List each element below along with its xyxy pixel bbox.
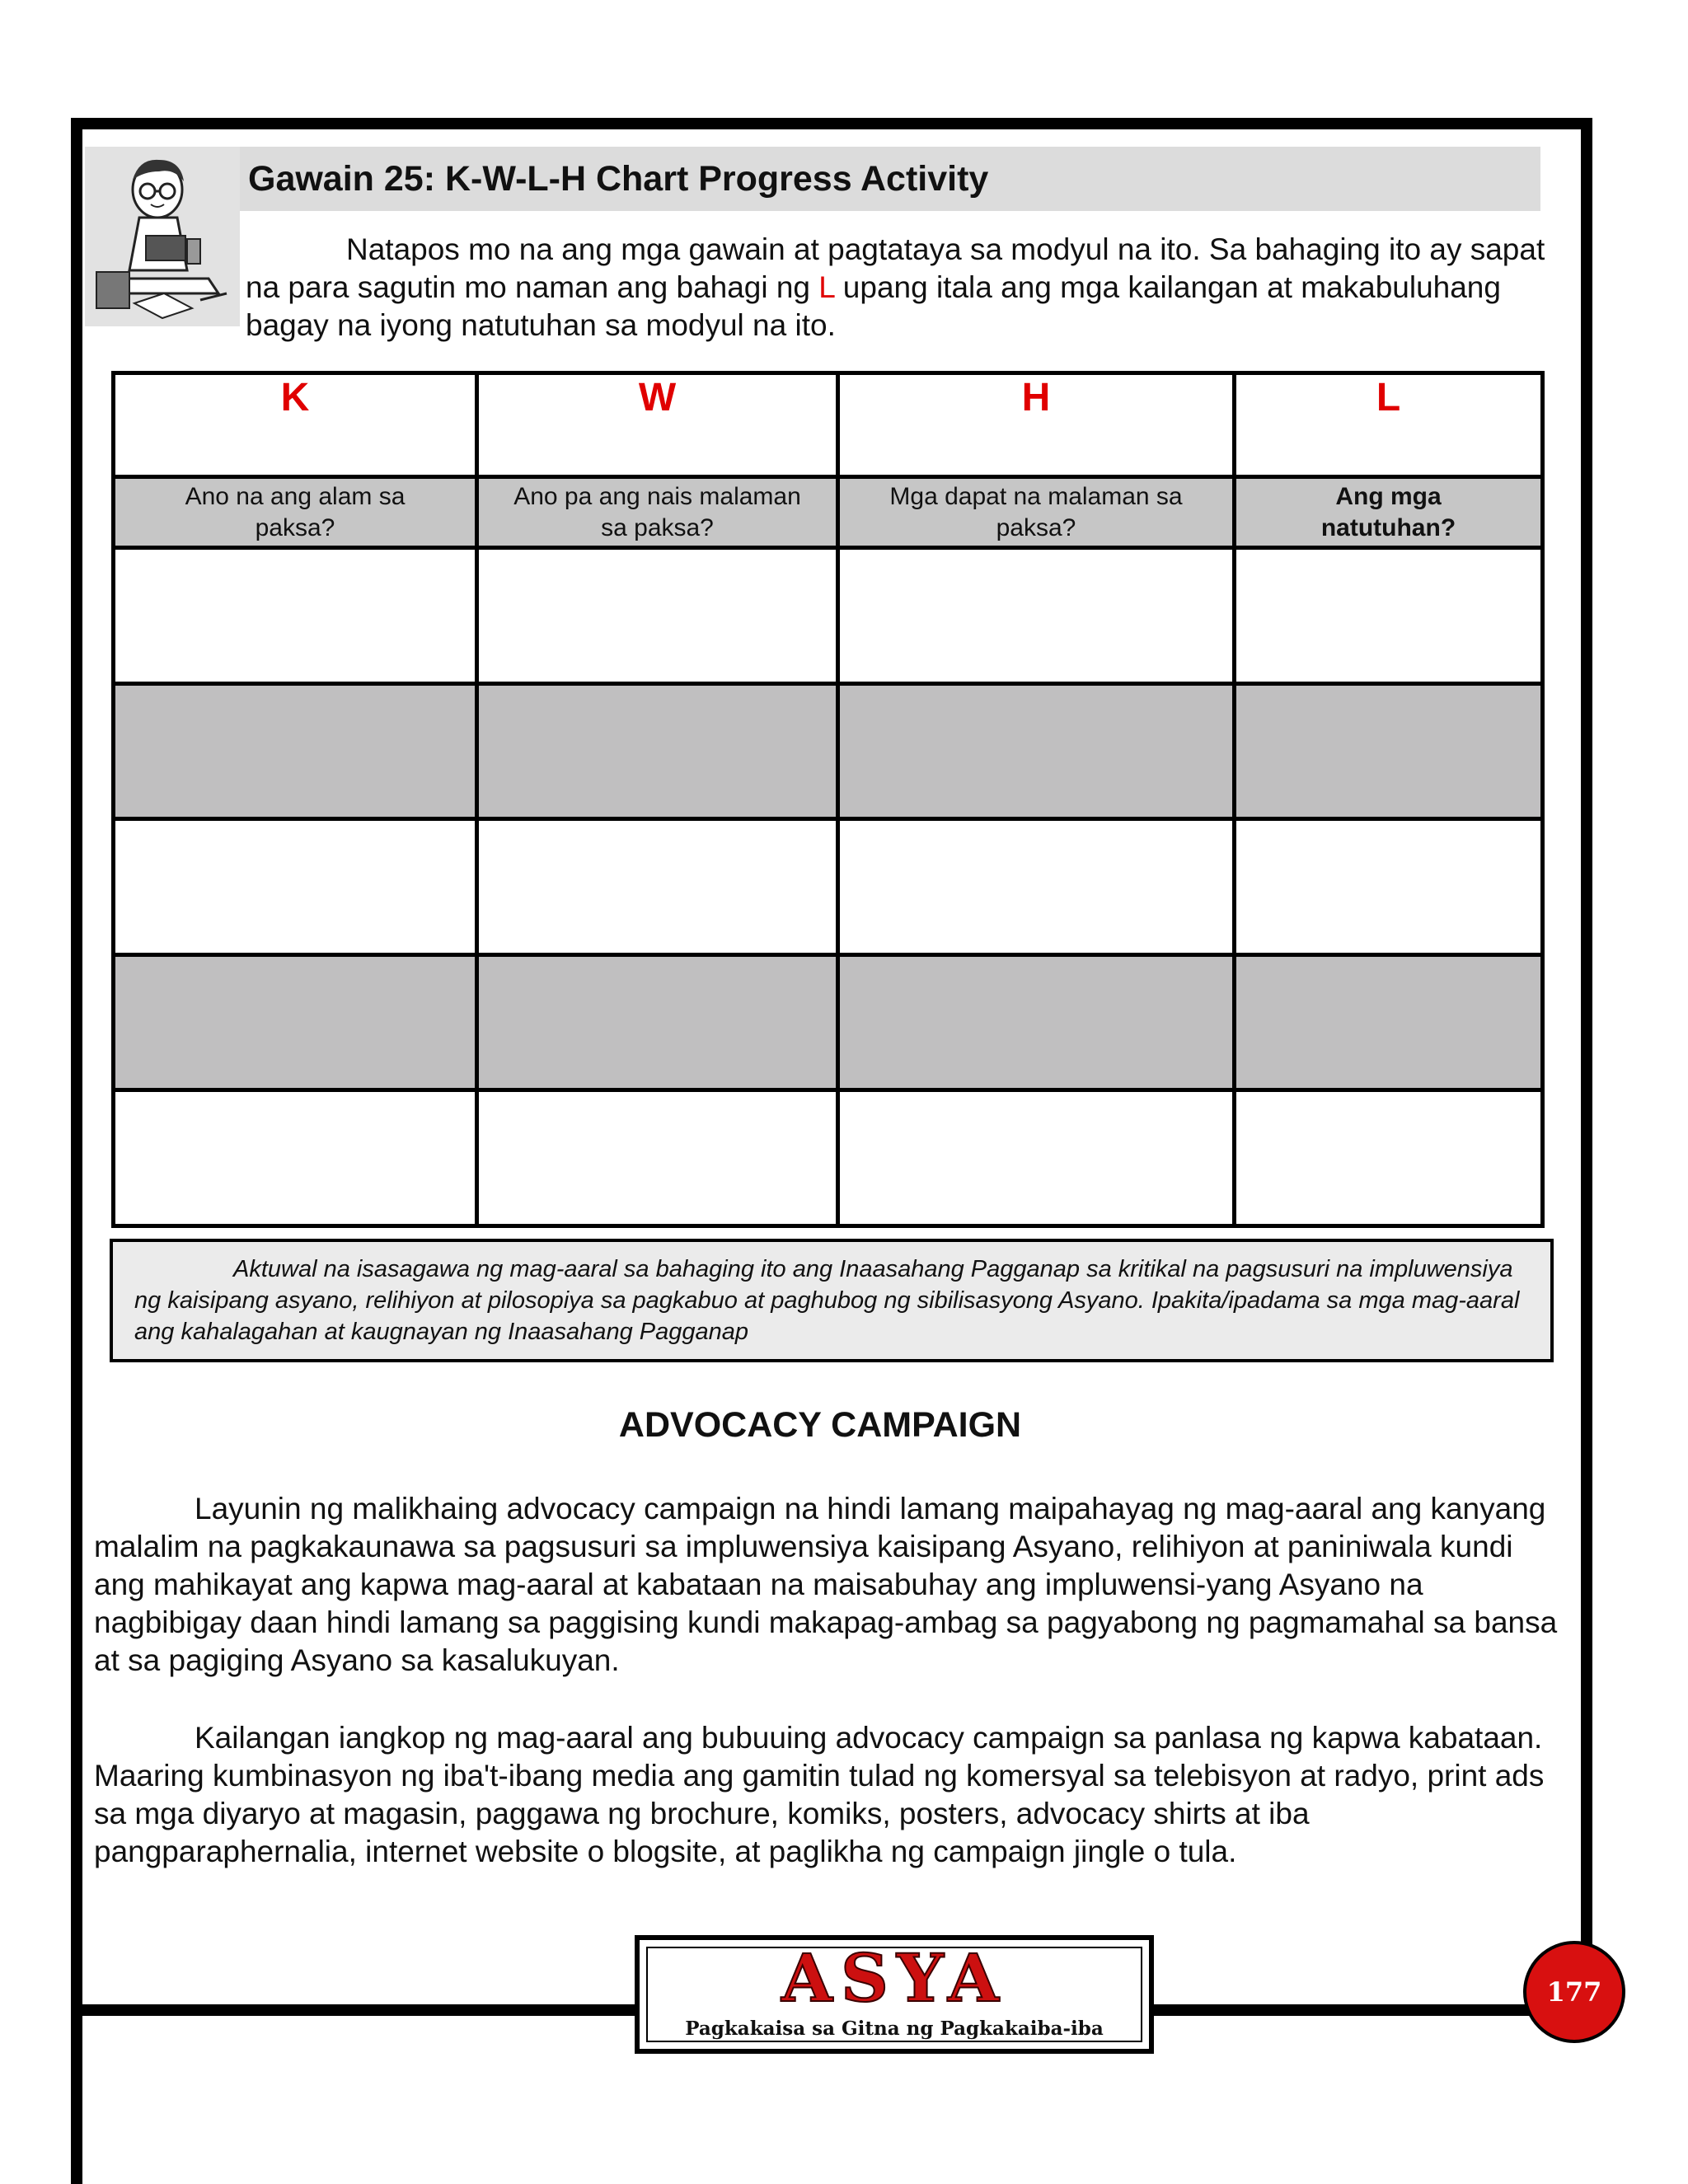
advocacy-paragraph-1: [94, 1490, 1569, 1680]
logo-subtitle: Pagkakaisa sa Gitna ng Pagkakaiba-iba: [685, 2018, 1104, 2040]
page-frame-right: [1581, 118, 1592, 2013]
answer-cell[interactable]: [1235, 1090, 1543, 1226]
kwlh-answer-row: [114, 683, 1543, 819]
kwlh-question-k: Ano na ang alam sa paksa?: [114, 477, 477, 548]
answer-cell[interactable]: [1235, 819, 1543, 955]
answer-cell[interactable]: [477, 683, 838, 819]
answer-cell[interactable]: [114, 1090, 477, 1226]
kwlh-letter-l: L: [1235, 373, 1543, 477]
intro-highlight-letter: L: [818, 270, 835, 304]
activity-intro: [246, 231, 1548, 344]
answer-cell[interactable]: [838, 954, 1235, 1090]
kwlh-question-w: Ano pa ang nais malaman sa paksa?: [477, 477, 838, 548]
kwlh-question-h: Mga dapat na malaman sa paksa?: [838, 477, 1235, 548]
asya-logo: [635, 1935, 1154, 2054]
answer-cell[interactable]: [477, 819, 838, 955]
answer-cell[interactable]: [1235, 683, 1543, 819]
answer-cell[interactable]: [838, 819, 1235, 955]
answer-cell[interactable]: [838, 548, 1235, 684]
teacher-note-text: Aktuwal na isasagawa ng mag-aaral sa bahaging ito ang Inaasahang Pagganap sa kritikal na pagsusuri na impluwensiya ng kaisipang asyano, relihiyon at pilosopiya sa pagkabuo at paghubog ng sibilisasyong Asyano. Ipakita/ipadama sa mga mag-aaral ang kahalagahan at kaugnayan ng Inaasahang Pagganap: [134, 1256, 1520, 1345]
kwlh-letter-h: H: [838, 373, 1235, 477]
answer-cell[interactable]: [114, 954, 477, 1090]
answer-cell[interactable]: [838, 683, 1235, 819]
kwlh-letter-k: K: [114, 373, 477, 477]
intro-text-end: upang itala ang mga kailangan at makabuluhang bagay na iyong natutuhan sa modyul na ito.: [246, 270, 1501, 342]
page-number: 177: [1546, 1976, 1602, 2008]
answer-cell[interactable]: [1235, 954, 1543, 1090]
activity-title: Gawain 25: K-W-L-H Chart Progress Activity: [248, 158, 989, 199]
kwlh-letter-w: W: [477, 373, 838, 477]
kwlh-answer-row: [114, 954, 1543, 1090]
answer-cell[interactable]: [114, 819, 477, 955]
advocacy-paragraph-1-text: Layunin ng malikhaing advocacy campaign na hindi lamang maipahayag ng mag-aaral ang kanyang malalim na pagkakaunawa sa pagsusuri sa impluwensiya kaisipang Asyano, relihiyon at paniniwala kundi ang mahikayat ang kapwa mag-aaral at kabataan na maisabuhay ang impluwensi-yang Asyano na nagbibigay daan hindi lamang sa paggising kundi makapag-ambag sa pagyabong ng pagmamahal sa bansa at sa pagiging Asyano sa kasalukuyan.: [94, 1492, 1558, 1677]
answer-cell[interactable]: [114, 683, 477, 819]
page-frame-left: [71, 118, 82, 2184]
advocacy-paragraph-2-text: Kailangan iangkop ng mag-aaral ang bubuuing advocacy campaign sa panlasa ng kapwa kabataan. Maaring kumbinasyon ng iba't-ibang media ang gamitin tulad ng komersyal sa telebisyon at radyo, print ads sa mga diyaryo at magasin, paggawa ng brochure, komiks, posters, advocacy shirts at iba pangparaphernalia, internet website o blogsite, at paglikha ng campaign jingle o tula.: [94, 1721, 1545, 1868]
activity-title-bar: [240, 147, 1540, 211]
kwlh-question-row: [114, 477, 1543, 548]
answer-cell[interactable]: [1235, 548, 1543, 684]
kwlh-question-l: Ang mga natutuhan?: [1235, 477, 1543, 548]
page-number-badge: [1523, 1941, 1625, 2043]
page-frame-top: [71, 118, 1592, 129]
answer-cell[interactable]: [114, 548, 477, 684]
kwlh-answer-row: [114, 819, 1543, 955]
kwlh-answer-row: [114, 1090, 1543, 1226]
advocacy-heading: ADVOCACY CAMPAIGN: [618, 1405, 1022, 1445]
kwlh-letter-row: [114, 373, 1543, 477]
kwlh-chart: [111, 371, 1545, 1228]
answer-cell[interactable]: [477, 548, 838, 684]
answer-cell[interactable]: [477, 1090, 838, 1226]
answer-cell[interactable]: [838, 1090, 1235, 1226]
intro-text-start: Natapos mo na ang mga gawain at pagtataya sa modyul na ito. Sa bahaging ito ay sapat na para sagutin mo naman ang bahagi ng: [246, 232, 1545, 304]
teacher-note-box: [110, 1239, 1554, 1362]
student-illustration: [85, 147, 240, 326]
kwlh-answer-row: [114, 548, 1543, 684]
advocacy-paragraph-2: [94, 1719, 1569, 1871]
answer-cell[interactable]: [477, 954, 838, 1090]
logo-title: ASYA: [781, 1939, 1007, 2017]
